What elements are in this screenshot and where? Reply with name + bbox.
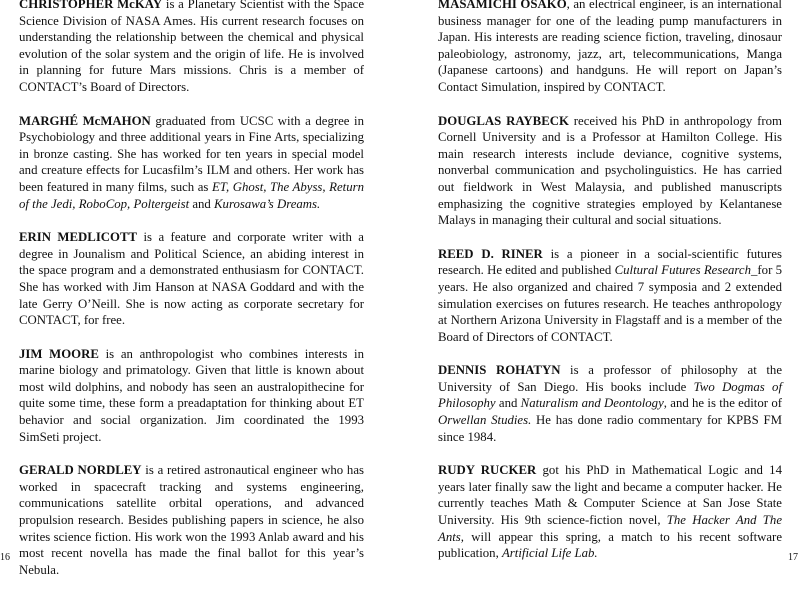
bio-text: is a retired astronautical engineer who has worked in spacecraft tracking and systems engineering, communications satellite orbital operations, and advanced propulsion research. Besides publishing papers in science, he also writes science fiction. His work won the 1993 Anlab award and his most recent novella has made the final ballot for this year’s Nebula. xyxy=(19,463,364,577)
left-page-number: 16 xyxy=(0,552,10,563)
bio-text: He has done radio commentary for KPBS FM since 1984. xyxy=(438,413,782,444)
bio-name: GERALD NORDLEY xyxy=(19,463,142,478)
right-page xyxy=(400,0,800,565)
bio-italic-title: Artificial Life Lab. xyxy=(501,546,598,561)
bio-paragraph xyxy=(438,0,782,96)
bio-paragraph xyxy=(438,246,782,346)
bio-italic-title: Cultural Futures Research xyxy=(614,263,752,278)
right-page-number: 17 xyxy=(788,552,798,563)
bio-text: is an anthropologist who combines interests in marine biology and primatology. Given that little is known about most wild dolphins, and nobody has seen an australopithecine for quite some time, these form a preadaptation for thinking about ET behavior and social organization. Jim coordinated the 1993 SimSeti project. xyxy=(19,346,365,444)
bio-text: got his PhD in Mathematical Logic and 14 years later finally saw the light and became a computer hacker. He currently teaches Math & Computer Science at San Jose State University. His 9th science-fiction novel, xyxy=(438,463,782,528)
bio-name: MARGHÉ McMAHON xyxy=(19,113,151,128)
bio-paragraph xyxy=(19,346,364,446)
bio-name: ERIN MEDLICOTT xyxy=(19,230,138,245)
bio-name: CHRISTOPHER McKAY xyxy=(19,0,163,11)
bio-paragraph xyxy=(438,113,782,229)
bio-paragraph xyxy=(19,462,364,578)
left-page-column xyxy=(19,0,364,595)
bio-name: RUDY RUCKER xyxy=(438,463,537,478)
bio-name: MASAMICHI OSAKO xyxy=(438,0,567,11)
left-page xyxy=(0,0,400,577)
bio-paragraph xyxy=(19,229,364,329)
bio-italic-title: Naturalism and Deontology xyxy=(520,396,664,411)
bio-name: JIM MOORE xyxy=(19,346,99,361)
bio-text: , an electrical engineer, is an international business manager for one of the leading pump manufacturers in Japan. His interests are reading science fiction, traveling, dinosaur paleobiology, astronomy, jazz, art, telecommunications, Manga (Japanese cartoons) and handguns. He will report on Japan’s Contact Simulation, inspired by CONTACT. xyxy=(438,0,782,94)
bio-paragraph xyxy=(438,462,782,562)
bio-text: is a professor of philosophy at the University of San Diego. His books include xyxy=(438,363,783,394)
bio-italic-title: Orwellan Studies. xyxy=(438,413,532,428)
bio-text: , and he is the editor of xyxy=(663,396,782,411)
bio-text: and xyxy=(495,396,521,411)
bio-text: and xyxy=(189,196,215,211)
bio-text: is a pioneer in a social-scientific futures research. He edited and published xyxy=(438,246,782,278)
bio-italic-title: Two Dogmas of Philosophy xyxy=(438,379,782,411)
right-page-column xyxy=(438,0,782,579)
bio-text: is a feature and corporate writer with a degree in Jounalism and Political Science, an abiding interest in the space program and a demonstrated enthusiasm for CONTACT. She has worked with Jim Hanson at NASA Goddard and with the late Gerry O’Neill. She is now acting as corporate secretary for CONTACT, for free. xyxy=(19,230,364,328)
bio-paragraph xyxy=(19,0,364,96)
bio-name: DENNIS ROHATYN xyxy=(438,363,561,378)
bio-italic-title: The Hacker And The Ants, xyxy=(438,513,782,544)
bio-text: received his PhD in anthropology from Cornell University and is a Professor at Hamilton College. His main research interests include deviance, cognitive systems, nonverbal communication and psycholinguistics. He has carried out fieldwork in West Malaysia, and published manuscripts emphasizing the cognitive strategies employed by Kelantanese Malays in managing their cultural and social situations. xyxy=(438,113,782,228)
bio-paragraph xyxy=(19,113,364,213)
bio-text: will appear this spring, a match to his recent software publication, xyxy=(438,529,782,561)
bio-text: _for 5 years. He also organized and chaired 7 symposia and 2 extended simulation exercises on futures research. He teaches anthropology at Northern Arizona University in Flagstaff and is a member of the Board of Directors of CONTACT. xyxy=(438,263,783,344)
bio-name: DOUGLAS RAYBECK xyxy=(438,113,569,128)
bio-name: REED D. RINER xyxy=(438,246,543,261)
bio-text: graduated from UCSC with a degree in Psychobiology and three additional years in Fine Arts, specializing in bronze casting. She has worked for ten years in special model and creature effects for Lucasfilm’s ILM and others. Her work has been featured in many films, such as xyxy=(19,113,364,194)
bio-italic-title: Kurosawa’s Dreams. xyxy=(214,196,321,211)
bio-text: is a Planetary Scientist with the Space Science Division of NASA Ames. His current research focuses on understanding the relationship between the chemical and physical evolution of the solar system and the origin of life. He is involved in planning for future Mars missions. Chris is a member of CONTACT’s Board of Directors. xyxy=(19,0,365,94)
bio-italic-title: ET, Ghost, The Abyss, Return of the Jedi, RoboCop, Poltergeist xyxy=(19,179,364,211)
bio-paragraph xyxy=(438,362,782,445)
